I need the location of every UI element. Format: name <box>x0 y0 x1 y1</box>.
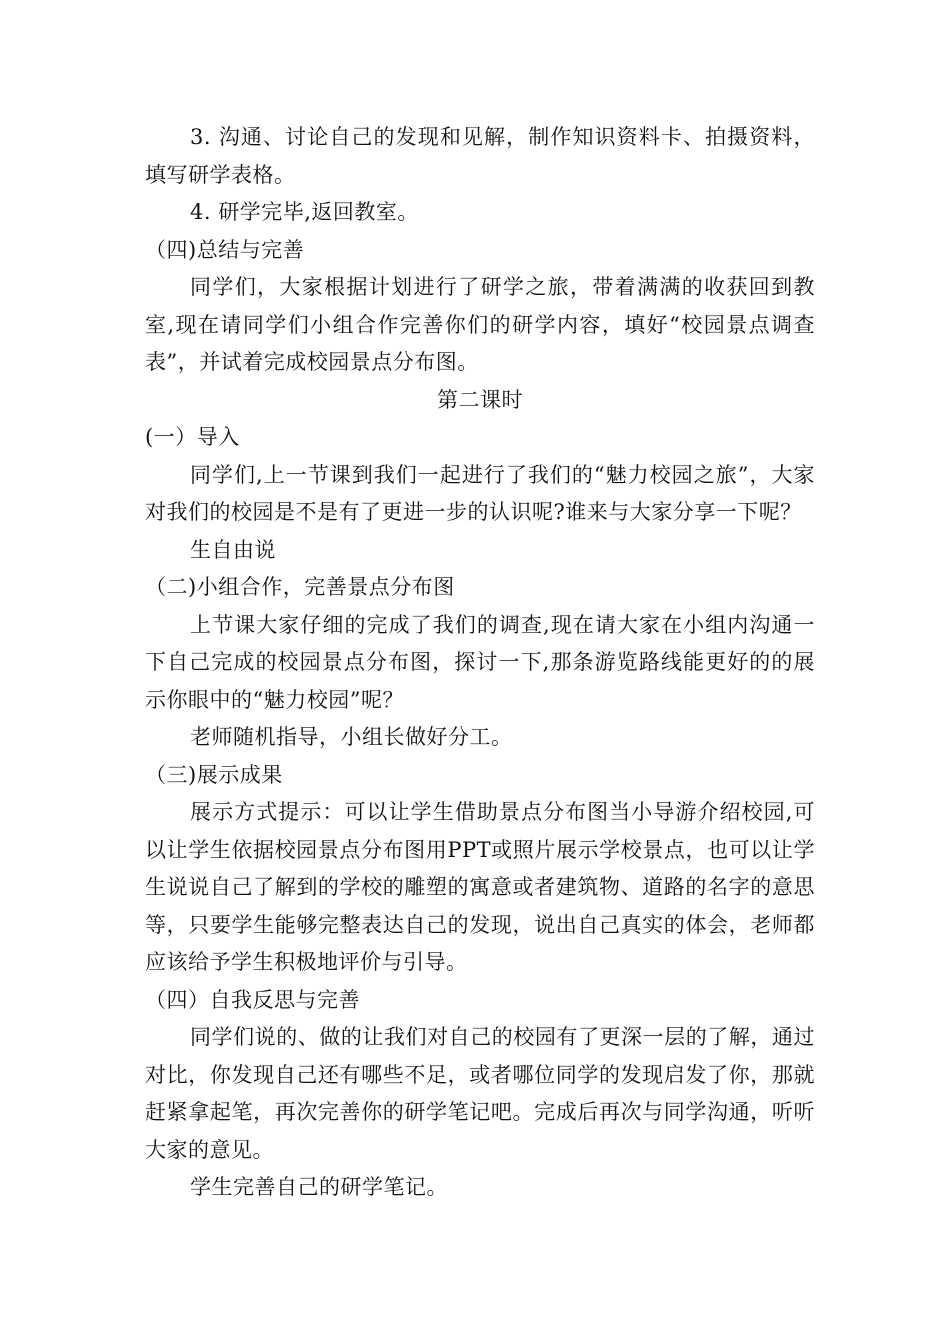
section-heading-showcase: （三)展示成果 <box>145 762 283 787</box>
free-talk-paragraph: 生自由说 <box>190 537 276 562</box>
document-body <box>145 119 815 1207</box>
section-heading-intro: (一）导入 <box>145 425 240 449</box>
lesson-two-title: 第二课时 <box>437 387 523 412</box>
section-heading-summary: （四)总结与完善 <box>145 237 305 262</box>
section-heading-group-work: （二)小组合作，完善景点分布图 <box>145 575 455 599</box>
intro-paragraph: 同学们,上一节课到我们一起进行了我们的“魅力校园之旅”，大家对我们的校园是不是有了更进一步的认识呢?谁来与大家分享一下呢？ <box>145 462 815 524</box>
step-3-paragraph: 3. 沟通、讨论自己的发现和见解，制作知识资料卡、拍摄资料，填写研学表格。 <box>145 125 815 187</box>
teacher-guidance-paragraph: 老师随机指导，小组长做好分工。 <box>190 725 513 749</box>
reflection-paragraph: 同学们说的、做的让我们对自己的校园有了更深一层的了解，通过对比，你发现自己还有哪些不足，或者哪位同学的发现启发了你，那就赶紧拿起笔，再次完善你的研学笔记吧。完成后再次与同学沟通，听听大家的意见。 <box>145 1025 815 1162</box>
showcase-paragraph: 展示方式提示：可以让学生借助景点分布图当小导游介绍校园,可以让学生依据校园景点分布图用PPT或照片展示学校景点，也可以让学生说说自己了解到的学校的雕塑的寓意或者建筑物、道路的名字的意思等，只要学生能够完整表达自己的发现，说出自己真实的体会，老师都应该给予学生积极地评价与引导。 <box>145 800 815 974</box>
final-paragraph: 学生完善自己的研学笔记。 <box>190 1175 448 1199</box>
summary-paragraph: 同学们，大家根据计划进行了研学之旅，带着满满的收获回到教室,现在请同学们小组合作完善你们的研学内容，填好“校园景点调查表”，并试着完成校园景点分布图。 <box>145 275 815 374</box>
section-heading-reflection: （四）自我反思与完善 <box>145 987 360 1012</box>
group-work-paragraph: 上节课大家仔细的完成了我们的调查,现在请大家在小组内沟通一下自己完成的校园景点分布图，探讨一下,那条游览路线能更好的的展示你眼中的“魅力校园”呢？ <box>145 612 815 712</box>
step-4-paragraph: 4. 研学完毕,返回教室。 <box>190 200 419 224</box>
